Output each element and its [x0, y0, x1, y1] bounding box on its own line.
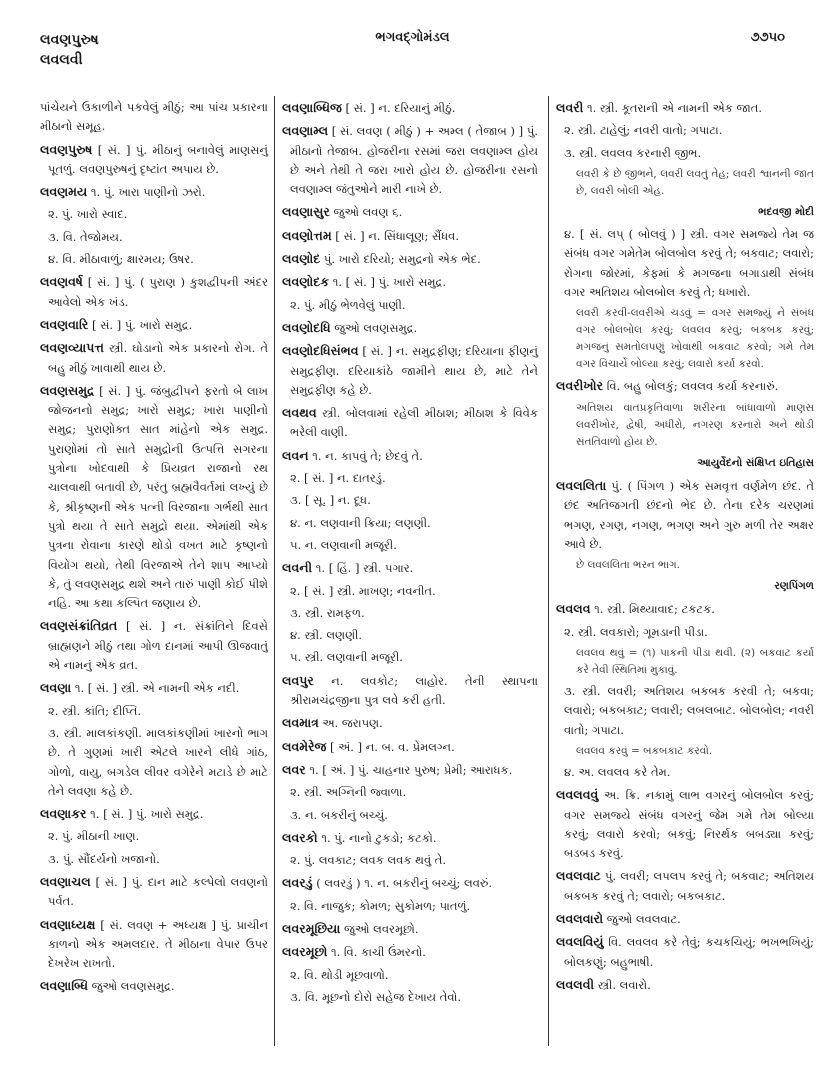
dictionary-entry [40, 678, 268, 698]
quote-citation [556, 203, 814, 222]
definition-text: ૨. [ સં. ] ન. દાતરડું. [290, 471, 386, 486]
dictionary-entry [282, 403, 538, 443]
definition-text: લવરી કરવી-લવરીએ ચડવું = વગર સમજ્યું ને સંબંધ વગર બોલબોલ કરવું; લવલવ કરવું; બકબક કરવું; મગજનું સમતોલપણું ખોવાથી બકવાટ કરવો; ગમે તેમ વગર વિચાર્યે બોલ્યા કરવું; લવારો કર્યા કરવો. [576, 307, 814, 371]
entry-sense [556, 623, 814, 642]
quote-citation [556, 454, 814, 473]
definition-text: ૩. ન. બકરીનું બચ્ચું. [290, 807, 388, 822]
definition-text: ૫. સ્ત્રી. લણવાની મજૂરી. [290, 650, 403, 665]
column-right [556, 98, 814, 998]
definition-text: [ સં. ] ન. સિંધાલૂણ; સૈંધવ. [335, 228, 460, 243]
definition-text: અ. જરાપણ. [322, 716, 383, 731]
dictionary-entry [556, 932, 814, 972]
definition-text: અ. ક્રિ. નકામું લાભ વગરનું બોલબોલ કરવું; વગર સમજ્યે સંબંધ વગરનું જેમ ગમે તેમ બોલ્યા કરવું; લવારો કરવો; બકવું; નિરર્થક બબડ્યા કરવું; બડબડ કરવું. [564, 788, 814, 861]
dictionary-entry [556, 98, 814, 118]
definition-text: લવરી કે છે જીભને, લવરી લવતું તેહ; લવરી શ્વાનની જાત છે, લવરી બોલી એહ. [576, 167, 814, 197]
definition-text: ૫. ન. લણવાની મજૂરી. [290, 537, 397, 552]
headword: લવણાધ્યક્ષ [40, 916, 96, 932]
dictionary-entry [40, 315, 268, 335]
entry-sense [556, 144, 814, 163]
definition-text: [ સં. ] ન. સંક્રાંતિને દિવસે બ્રાહ્મણને મીઠું તથા ગોળ દાનમાં આપી ઊજવાતું એ નામનું એક વ્રત. [48, 619, 268, 673]
guide-word-first: લવણપુરુષ [40, 32, 99, 48]
dictionary-entry [40, 616, 268, 675]
usage-quote [556, 645, 814, 679]
definition-text: [ અં. ] ન. બ. વ. પ્રેમલગ્ન. [330, 739, 455, 754]
definition-text: ૧. સ્ત્રી. મિથ્યાવાદ; ટકટક. [594, 602, 715, 617]
dictionary-entry [40, 182, 268, 202]
definition-text: ૨. [ સં. ] સ્ત્રી. માખણ; નવનીત. [290, 583, 436, 598]
entry-sense [282, 296, 538, 315]
dictionary-entry [282, 713, 538, 733]
definition-text: ૨. પું. મીઠાની ખાણ. [48, 829, 140, 844]
headword: લવની [282, 560, 313, 576]
headword: લવણોદધિ [282, 319, 331, 335]
headword: લવણસંક્રાંતિવ્રત [40, 618, 118, 634]
entry-sense [282, 491, 538, 510]
headword: લવણોદધિસંભવ [282, 343, 359, 359]
headword: લવરમૂછો [282, 944, 328, 960]
dictionary-entry [40, 804, 268, 824]
definition-text: જુઓ લવણ ૬. [333, 205, 403, 220]
headword: લવરકો [282, 829, 318, 845]
dictionary-entry [40, 915, 268, 974]
dictionary-entry [282, 558, 538, 578]
dictionary-entry [282, 760, 538, 780]
dictionary-entry [282, 98, 538, 118]
entry-sense [556, 682, 814, 740]
headword: લવરડું [282, 875, 313, 891]
definition-text: અતિશય વાતપ્રકૃતિવાળા શરીરના બાંધાવાળો માણસ લવરીખોર, દ્વેષી, અધીરો, નગરણ કરનારો અને થોડી સંતતિવાળો હોય છે. [576, 401, 814, 448]
entry-sense [282, 514, 538, 533]
entry-sense [282, 536, 538, 555]
headword: લવરી [556, 100, 584, 115]
dictionary-entry [282, 226, 538, 246]
dictionary-entry [40, 338, 268, 378]
usage-quote [556, 743, 814, 760]
definition-text: ૪. [ સં. લપ્ ( બોલવું ) ] સ્ત્રી. વગર સમજ્યે તેમ જ સંબંધ વગર ગમેતેમ બોલબોલ કરવું તે; બકવાટ; લવારો; રોગના જોરમાં, કેફમાં કે મગજના બગાડાથી સંબંધ વગર અતિશય બોલબોલ કરવું તે; ધખારો. [564, 227, 814, 300]
usage-quote [556, 305, 814, 373]
headword: લવપુર [282, 672, 314, 688]
dictionary-entry [40, 140, 268, 180]
headword: લવણોત્તમ [282, 227, 332, 243]
definition-text: ૩. સ્ત્રી. રામફળ. [290, 605, 365, 620]
headword: લવર [282, 761, 306, 777]
dictionary-entry [282, 671, 538, 711]
definition-text: ૩. સ્ત્રી. લવરી; અતિશય બકબક કરવી તે; બકવા; લવારો; બકબકાટ; લવારી; લબલબાટ. બોલબોલ; નવરી વાતો; ગપાટા. [564, 684, 814, 737]
dictionary-entry [556, 785, 814, 863]
definition-text: ૨. પું. મીઠું ભેળવેલું પાણી. [290, 297, 406, 312]
headword: લવણાચલ [40, 873, 91, 889]
headword: લવલવારો [556, 911, 604, 927]
headword: લવણવ્યાપત્ત [40, 340, 104, 356]
usage-quote [556, 557, 814, 574]
definition-text: ૧. સ્ત્રી. કૂતરાની એ નામની એક જાત. [586, 101, 763, 115]
dictionary-entry [282, 737, 538, 757]
dictionary-entry [556, 975, 814, 995]
definition-text: ૧. વિ. કાચી ઉંમરનો. [330, 945, 426, 960]
headword: લવરમૂછિયા [282, 920, 341, 936]
dictionary-entry [556, 476, 814, 554]
headword: લવલવિયું [556, 934, 604, 950]
headword: લવથવ [282, 405, 317, 421]
definition-text: [ સં. ] ન. દરિયાનું મીઠું. [345, 101, 456, 115]
dictionary-entry [282, 249, 538, 269]
definition-text: ૨. વિ. નાજુક; કોમળ; સુકોમળ; પાતળું. [290, 898, 471, 913]
definition-text: વિ. બહુ બોલકું; લવલવ કર્યા કરનારું. [606, 379, 779, 394]
dictionary-entry [282, 272, 538, 292]
dictionary-entry [40, 381, 268, 614]
headword: લવલવ [556, 601, 591, 617]
entry-sense [282, 783, 538, 802]
definition-text: ૨. પું. લવકાટ; લવક લવક થવું તે. [290, 853, 447, 868]
dictionary-entry [282, 318, 538, 338]
headword: લવણાકર [40, 806, 87, 822]
page-number: ૭૭૫૦ [750, 30, 785, 45]
dictionary-entry [282, 446, 538, 466]
definition-text: ૧. [ સં. ] સ્ત્રી. એ નામની એક નદી. [74, 681, 240, 696]
definition-text: ૨. સ્ત્રી. ટાહેલું; નવરી વાતો; ગપાટા. [564, 123, 723, 138]
definition-text: [ સં. લવણ + અધ્યક્ષ ] પું. પ્રાચીન કાળનો એક અમલદાર. તે મીઠાના વેપાર ઉપર દેખરેખ રાખતો. [48, 917, 269, 971]
headword: લવણાબ્ધિ [40, 978, 88, 994]
definition-text: છે લવલલિતા ભરન ભાગ. [576, 559, 681, 572]
definition-text: પું. ( પિંગળ ) એક સમવૃત્ત વર્ણમેળ છંદ. તે છંદ અતિજગતી છંદનો ભેદ છે. તેના દરેક ચરણમાં ભગણ, રગણ, નગણ, ભગણ અને ગુરુ મળી તેર અક્ષર આવે છે. [564, 478, 815, 551]
dictionary-entry [556, 599, 814, 619]
definition-text: ૧. [ હિં. ] સ્ત્રી. પગાર. [315, 561, 414, 576]
entry-sense [40, 850, 268, 869]
dictionary-entry [556, 909, 814, 929]
dictionary-title: ભગવદ્ગોમંડલ [375, 30, 450, 45]
column-middle [282, 98, 538, 1010]
entry-sense [556, 225, 814, 302]
dictionary-entry [282, 873, 538, 893]
dictionary-entry [40, 272, 268, 312]
entry-sense [556, 121, 814, 140]
usage-quote [556, 400, 814, 451]
headword: લવણસમુદ્ર [40, 382, 95, 398]
entry-continuation [40, 98, 268, 137]
definition-text: ૩. [ સૂ. ] ન. દૂધ. [290, 493, 371, 508]
entry-sense [282, 626, 538, 645]
definition-text: સ્ત્રી. ઘોડાનો એક પ્રકારનો રોગ. તે બહુ મીઠું ખાવાથી થાય છે. [48, 341, 269, 375]
definition-text: ( લવરડું ) ૧. ન. બકરીનું બચ્ચું; લવરું. [316, 876, 492, 891]
headword: લવન [282, 447, 309, 463]
definition-text: આયુર્વેદનો સંક્ષિપ્ત ઇતિહાસ [697, 456, 814, 469]
definition-text: ૧. પું. ખારા પાણીનો ઝરો. [90, 185, 206, 200]
definition-text: જુઓ લવલવાટ. [606, 912, 681, 927]
definition-text: [ સં. ] પું. મીઠાનું બનાવેલું માણસનું પૂતળું. લવણપુરુષનું દૃષ્ટાંત અપાય છે. [48, 142, 268, 176]
definition-text: ૨. સ્ત્રી. લવકારો; ગૂમડાની પીડા. [564, 624, 708, 639]
definition-text: ૪. ન. લણવાની ક્રિયા; લણણી. [290, 515, 431, 530]
definition-text: વિ. લવલવ કરે તેવું; કચકચિયું; ભખભખિયું; બોલકણું; બહુભાષી. [564, 935, 814, 969]
entry-sense [282, 582, 538, 601]
dictionary-entry [40, 976, 268, 996]
definition-text: ૪. અ. લવલવ કરે તેમ. [564, 764, 671, 779]
dictionary-entry [40, 872, 268, 912]
entry-sense [282, 851, 538, 870]
definition-text: [ સં. ] પું. ( પુરાણ ) કુશદ્વીપની અંદર આવેલો એક ખંડ. [48, 275, 269, 309]
headword: લવમેરેજ [282, 738, 327, 754]
entry-sense [282, 604, 538, 623]
headword: લવણામ્લ [282, 123, 329, 139]
headword: લવણોદ [282, 251, 321, 267]
definition-text: ૧. પું. નાનો ટુકડો; કટકો. [321, 830, 437, 845]
headword: લવલવવું [556, 787, 599, 803]
headword: લવલવાટ [556, 868, 601, 884]
column-divider [274, 96, 275, 1046]
definition-text: પાંચેયને ઉકાળીને પકવેલું મીઠું; આ પાંચ પ્રકારના મીઠાનો સમૂહ. [40, 100, 268, 134]
definition-text: [ સં. ] પું. જંબુદ્વીપને ફરતો બે લાખ જોજનનો સમુદ્ર; ખારો સમુદ્ર; ખારા પાણીનો સમુદ્ર; પુરાણોક્ત સાત માંહેનો એક સમુદ્ર. પુરાણોમાં તો સાતે સમુદ્રોની ઉત્પત્તિ સગરના પુત્રોના ખોદવાથી કે પ્રિયવ્રત રાજાનો રથ ચાલવાથી બતાવી છે, પરંતુ બ્રહ્મવૈવર્તમાં લખ્યું છે કે, શ્રીકૃષ્ણની એક પત્ની વિરજાના ગર્ભથી સાત પુત્રો થયા તે સાતે સમુદ્રો થયા. એમાંથી એક પુત્રના રોવાના કારણે થોડો વખત માટે કૃષ્ણનો વિયોગ થયો, તેથી વિરજાએ તેને શાપ આપ્યો કે, તું લવણસમુદ્ર થશે અને તારું પાણી કોઈ પીશે નહિ. આ કથા કલ્પિત જણાય છે. [48, 383, 268, 611]
definition-text: સ્ત્રી. લવારો. [597, 977, 651, 992]
definition-text: ૩. પું. સૌંદર્યનો ખજાનો. [48, 851, 160, 866]
entry-sense [40, 250, 268, 269]
entry-sense [40, 827, 268, 846]
definition-text: જુઓ લવરમૂછો. [343, 921, 419, 936]
headword: લવલલિતા [556, 477, 607, 493]
entry-sense [40, 724, 268, 801]
entry-sense [282, 648, 538, 667]
headword: લવરીખોર [556, 378, 604, 394]
dictionary-entry [282, 942, 538, 962]
definition-text: લવલવ થવું = (૧) પાકની પીડા થવી. (૨) બકવાટ કર્યા કરે તેવી સ્થિતિમાં મુકાવું. [576, 647, 814, 677]
definition-text: ૩. સ્ત્રી. લવલવ કરનારી જીભ. [564, 145, 702, 160]
definition-text: ૧. [ સં. ] પું. ખારો સમુદ્ર. [332, 275, 446, 290]
headword: લવલવી [556, 976, 595, 992]
definition-text: સ્ત્રી. બોલવામાં રહેલી મીઠાશ; મીઠાશ કે વિવેક ભરેલી વાણી. [290, 406, 538, 440]
headword: લવણવારિ [40, 316, 89, 332]
column-divider [548, 96, 549, 1046]
dictionary-entry [556, 866, 814, 906]
definition-text: પું. ખારો દરિયો; સમુદ્રનો એક ભેદ. [323, 252, 481, 267]
definition-text: ૩. વિ. મૂછનો દોરો સહેજ દેખાય તેવો. [290, 989, 462, 1004]
headword: લવણા [40, 680, 72, 696]
entry-sense [282, 897, 538, 916]
definition-text: ન. લવકોટ; લાહોર. તેની સ્થાપના શ્રીરામચંદ્રજીના પુત્ર લવે કરી હતી. [290, 673, 538, 708]
dictionary-entry [556, 376, 814, 396]
definition-text: ૨. સ્ત્રી. કાંતિ; દીપ્તિ. [48, 703, 142, 718]
quote-citation [556, 577, 814, 596]
guide-word-last: લવલવી [40, 52, 83, 68]
entry-sense [40, 228, 268, 247]
entry-sense [282, 469, 538, 488]
dictionary-entry [282, 919, 538, 939]
dictionary-entry [282, 341, 538, 400]
definition-text: જુઓ લવણસમુદ્ર. [334, 320, 418, 335]
entry-sense [282, 806, 538, 825]
definition-text: ૧. [ સં. ] પું. ખારો સમુદ્ર. [90, 807, 204, 822]
definition-text: ૩. વિ. તેજોમય. [48, 229, 123, 244]
dictionary-entry [282, 121, 538, 199]
definition-text: ૨. પું. ખારો સ્વાદ. [48, 207, 128, 222]
definition-text: જુઓ લવણસમુદ્ર. [91, 979, 175, 994]
definition-text: [ સં. ] ન. સમુદ્રફીણ; દરિયાના ફીણનું સમુદ્રફીણ. દરિયાકાંઠે જામીને થાય છે, માટે તેને સમુદ્રફીણ કહે છે. [290, 344, 538, 397]
entry-sense [40, 702, 268, 721]
entry-sense [556, 763, 814, 782]
definition-text: ૩. સ્ત્રી. માલકાંકણી. માલકાંકણીમાં ખારનો ભાગ છે. તે ગુણમાં ખારી એટલે ખારને લીધે ગાંઠ, ગોળો, વાયુ, બગડેલ લીવર વગેરેને મટાડે છે માટે તેને લવણા કહે છે. [48, 725, 268, 798]
dictionary-entry [282, 202, 538, 222]
definition-text: પું. લવરી; લપલપ કરવું તે; બકવાટ; અતિશય બકબક કરવું તે; લવારો; બકબકાટ. [564, 869, 814, 903]
definition-text: [ સં. લવણ ( મીઠું ) + અમ્લ ( તેજાબ ) ] પું. મીઠાનો તેજાબ. હોજરીના રસમાં જરા લવણામ્લ હોય છે અને તેથી તે જરા ખારો હોય છે. હોજરીના રસનો લવણામ્લ જંતુઓને મારી નાખે છે. [290, 124, 539, 197]
definition-text: રણપિંગળ [774, 580, 814, 593]
entry-sense [282, 988, 538, 1007]
headword: લવણાબ્ધિજ [282, 100, 342, 115]
definition-text: ૨. વિ. થોડી મૂછવાળો. [290, 967, 389, 982]
headword: લવણાસુર [282, 204, 330, 220]
definition-text: ભદવજી મોદી [758, 205, 814, 218]
dictionary-entry [282, 828, 538, 848]
entry-sense [282, 966, 538, 985]
definition-text: ૧. ન. કાપવું તે; છેદવું તે. [312, 448, 423, 463]
entry-sense [40, 205, 268, 224]
headword: લવણપુરુષ [40, 141, 93, 157]
definition-text: ૧. [ અં. ] પું. ચાહનાર પુરુષ; પ્રેમી; આરાધક. [309, 762, 513, 777]
headword: લવણમય [40, 184, 88, 200]
definition-text: [ સં. ] પું. દાન માટે કલ્પેલો લવણનો પર્વત. [48, 874, 268, 909]
column-left [40, 98, 268, 1000]
headword: લવણવર્ષ [40, 274, 83, 290]
headword: લવણોદક [282, 274, 330, 290]
definition-text: [ સં. ] પું. ખારો સમુદ્ર. [91, 317, 193, 332]
definition-text: ૪. વિ. મીઠાવાળું; ક્ષારમય; ઉષર. [48, 252, 194, 267]
definition-text: ૨. સ્ત્રી. અગ્નિની જ્વાળા. [290, 785, 407, 800]
usage-quote [556, 166, 814, 200]
definition-text: લવલવ કરવું = બકબકાટ કરવો. [576, 744, 713, 757]
definition-text: ૪. સ્ત્રી. લણણી. [290, 628, 363, 643]
headword: લવમાત્ર [282, 715, 319, 731]
